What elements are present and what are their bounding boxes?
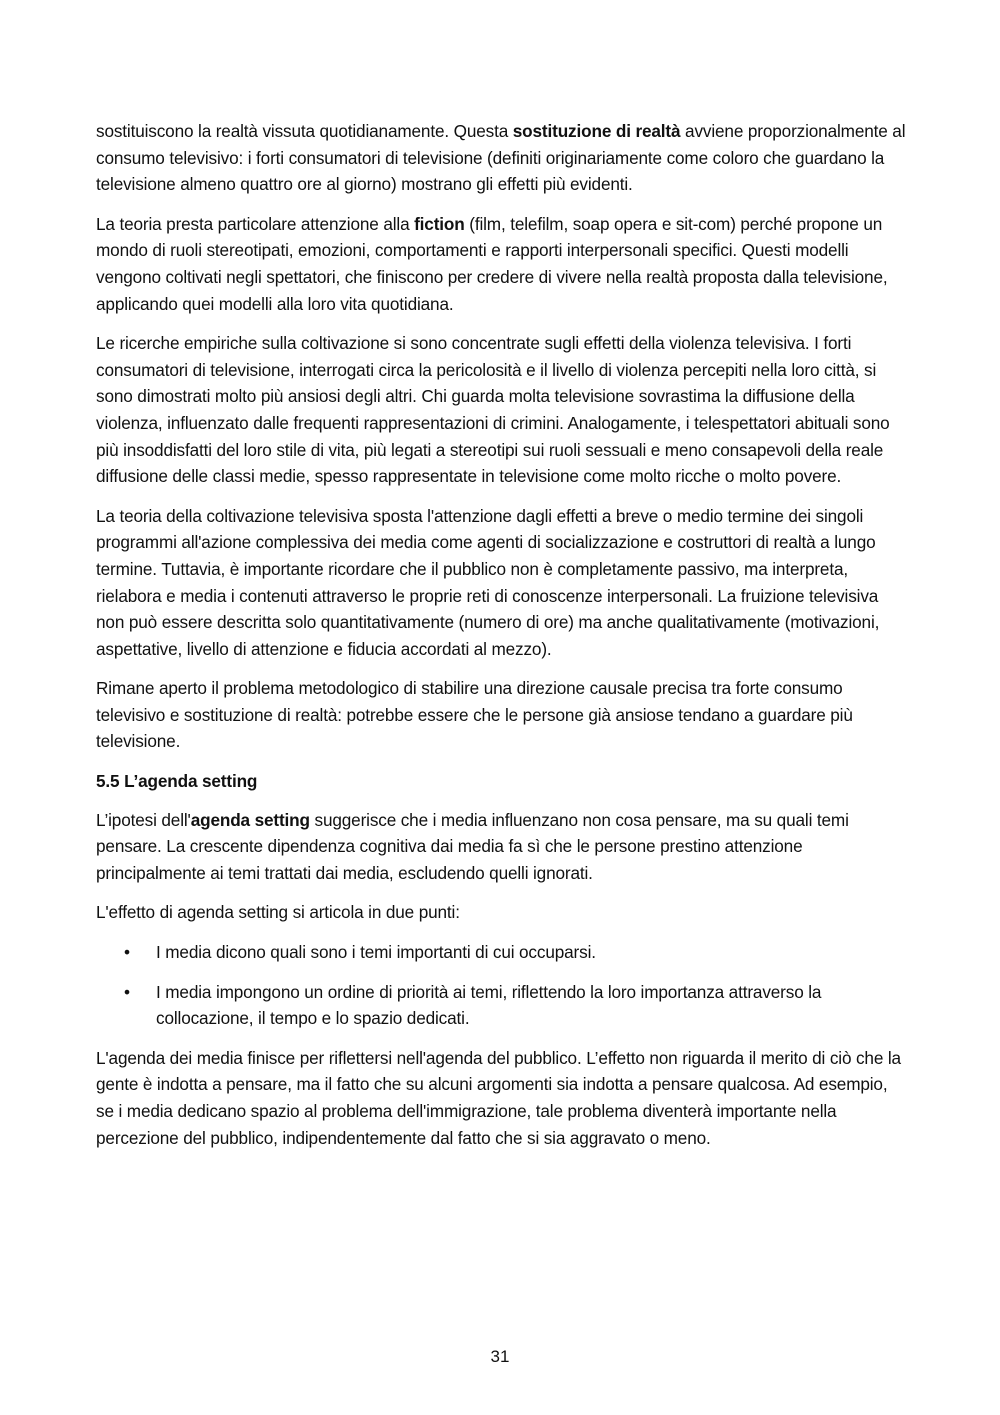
bullet-icon: • <box>124 981 130 1002</box>
list-item: • I media impongono un ordine di priorità ai temi, riflettendo la loro importanza attraverso la collocazione, il tempo e lo spazio dedicati. <box>96 979 908 1032</box>
bold-term: fiction <box>414 213 465 234</box>
bold-term: agenda setting <box>190 809 310 830</box>
paragraph-cultivation-theory: La teoria della coltivazione televisiva sposta l'attenzione dagli effetti a breve o medio termine dei singoli programmi all'azione complessiva dei media come agenti di socializzazione e costruttori di realtà a lungo termine. Tuttavia, è importante ricordare che il pubblico non è completamente passivo, ma interpreta, rielabora e media i contenuti attraverso le proprie reti di conoscenze interpersonali. La fruizione televisiva non può essere descritta solo quantitativamente (numero di ore) ma anche qualitativamente (motivazioni, aspettative, livello di attenzione e fiducia accordati al mezzo). <box>96 505 880 659</box>
bullet-icon: • <box>124 942 130 963</box>
paragraph-empirical-research: Le ricerche empiriche sulla coltivazione si sono concentrate sugli effetti della violenza televisiva. I forti consumatori di televisione, interrogati circa la pericolosità e il livello di violenza percepiti nella loro città, si sono dimostrati molto più ansiosi degli altri. Chi guarda molta televisione sovrastima la diffusione della violenza, influenzato dalle frequenti rappresentazioni di crimini. Analogamente, i telespettatori abituali sono più insoddisfatti del loro stile di vita, più legati a stereotipi sui ruoli sessuali e meno consapevoli della reale diffusione delle classi medie, spesso rappresentate in televisione come molto ricche o molto povere. <box>96 333 890 487</box>
paragraph-methodological-problem: Rimane aperto il problema metodologico di stabilire una direzione causale precisa tra forte consumo televisivo e sostituzione di realtà: potrebbe essere che le persone già ansiose tendano a guardare più televisione. <box>96 678 853 752</box>
page-number: 31 <box>490 1347 510 1366</box>
bold-term: sostituzione di realtà <box>512 121 681 141</box>
paragraph-agenda-setting: L’ipotesi dell'agenda setting suggerisce che i media influenzano non cosa pensare, ma su quali temi pensare. La crescente dipendenza cognitiva dai media fa sì che le persone prestino attenzione principalmente ai temi trattati dai media, escludendo quelli ignorati. <box>96 809 849 883</box>
document-page <box>96 118 908 1164</box>
paragraph-two-points: L'effetto di agenda setting si articola in due punti: <box>96 902 460 923</box>
section-heading: 5.5 L’agenda setting <box>96 771 258 792</box>
paragraph-fiction: La teoria presta particolare attenzione alla fiction (film, telefilm, soap opera e sit-com) perché propone un mondo di ruoli stereotipati, emozioni, comportamenti e rapporti interpersonali specifici. Questi modelli vengono coltivati negli spettatori, che finiscono per credere di vivere nella realtà proposta dalla televisione, applicando quei modelli alla loro vita quotidiana. <box>96 213 888 314</box>
paragraph-substitution: sostituiscono la realtà vissuta quotidianamente. Questa sostituzione di realtà avviene proporzionalmente al consumo televisivo: i forti consumatori di televisione (definiti originariamente come coloro che guardano la televisione almeno quattro ore al giorno) mostrano gli effetti più evidenti. <box>96 121 906 195</box>
list-item: • I media dicono quali sono i temi importanti di cui occuparsi. <box>96 939 908 966</box>
bullet-list <box>96 939 908 1032</box>
paragraph-media-agenda: L'agenda dei media finisce per riflettersi nell'agenda del pubblico. L’effetto non riguarda il merito di ciò che la gente è indotta a pensare, ma il fatto che su alcuni argomenti sia indotta a pensare qualcosa. Ad esempio, se i media dedicano spazio al problema dell'immigrazione, tale problema diventerà importante nella percezione del pubblico, indipendentemente dal fatto che si sia aggravato o meno. <box>96 1047 901 1148</box>
